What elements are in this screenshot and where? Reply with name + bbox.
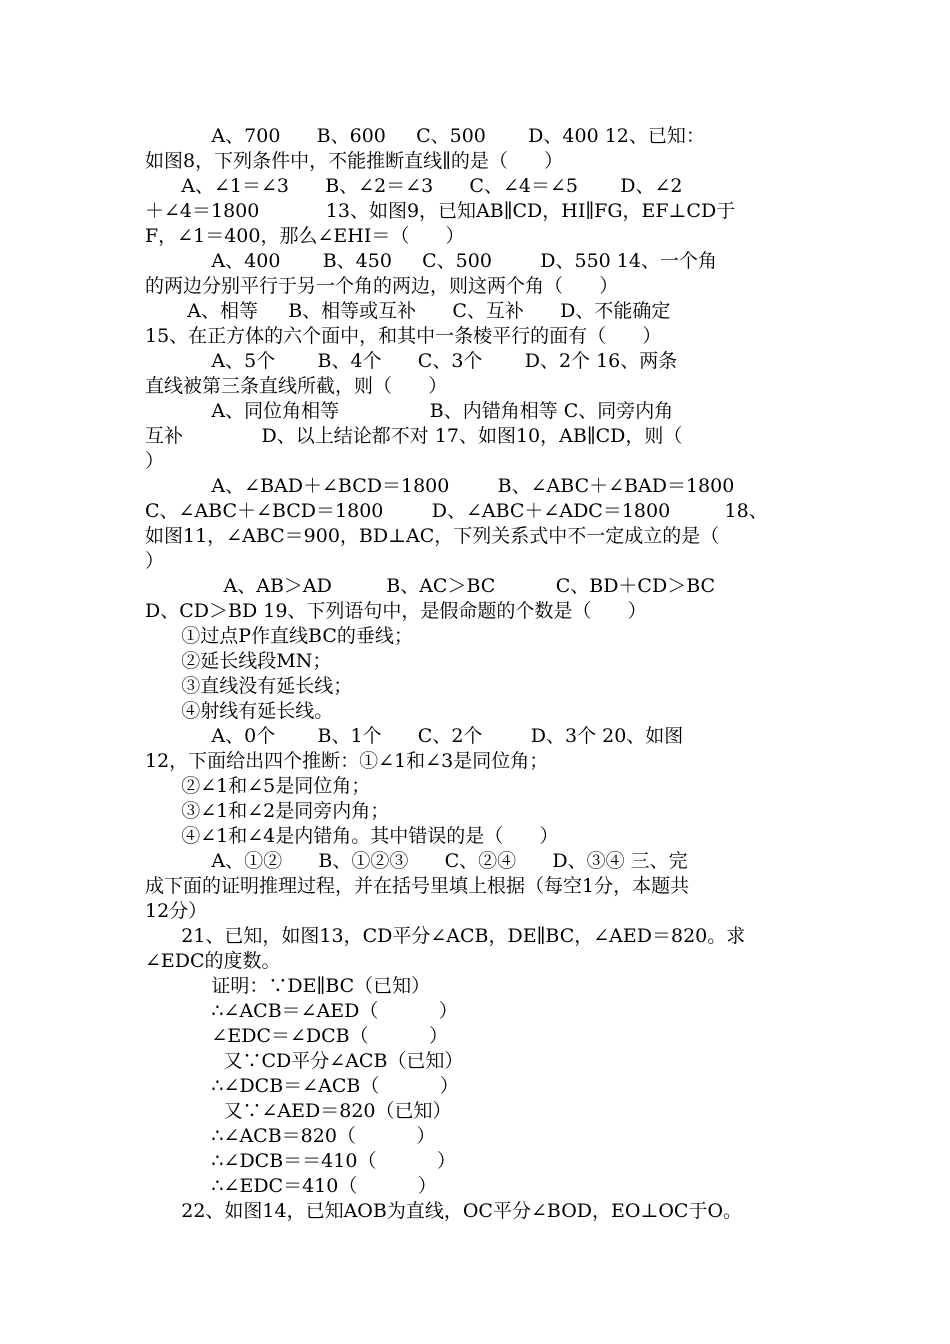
text-line: 15、在正方体的六个面中，和其中一条棱平行的面有（ ）	[145, 325, 662, 347]
text-line: ③直线没有延长线；	[145, 675, 353, 697]
text-line: 22、如图14，已知AOB为直线，OC平分∠BOD，EO⊥OC于O。	[145, 1200, 743, 1222]
text-line: 12，下面给出四个推断：①∠1和∠3是同位角；	[145, 750, 549, 772]
text-line: 的两边分别平行于另一个角的两边，则这两个角（ ）	[145, 275, 619, 297]
text-line: D、CD＞BD 19、下列语句中，是假命题的个数是（ ）	[145, 600, 647, 622]
text-line: A、∠BAD＋∠BCD＝1800 B、∠ABC＋∠BAD＝1800	[145, 475, 735, 497]
text-line: ∴∠DCB＝＝410（ ）	[145, 1150, 456, 1172]
text-line: 直线被第三条直线所截，则（ ）	[145, 375, 448, 397]
text-line: ∠EDC的度数。	[145, 950, 281, 972]
text-line: 互补 D、以上结论都不对 17、如图10，AB∥CD，则（	[145, 425, 683, 447]
text-line: A、400 B、450 C、500 D、550 14、一个角	[145, 250, 717, 272]
text-line: 又∵CD平分∠ACB（已知）	[145, 1050, 464, 1072]
text-line: A、5个 B、4个 C、3个 D、2个 16、两条	[145, 350, 678, 372]
text-line: F，∠1＝400，那么∠EHI＝（ ）	[145, 225, 465, 247]
text-line: 证明：∵DE∥BC（已知）	[145, 975, 431, 997]
text-line: A、0个 B、1个 C、2个 D、3个 20、如图	[145, 725, 684, 747]
text-line: A、700 B、600 C、500 D、400 12、已知：	[145, 125, 705, 147]
text-line: A、相等 B、相等或互补 C、互补 D、不能确定	[145, 300, 671, 322]
text-line: ）	[145, 450, 165, 472]
text-line: A、同位角相等 B、内错角相等 C、同旁内角	[145, 400, 674, 422]
text-line: ③∠1和∠2是同旁内角；	[145, 800, 390, 822]
text-line: ∴∠ACB＝∠AED（ ）	[145, 1000, 458, 1022]
text-line: ④射线有延长线。	[145, 700, 334, 722]
text-line: ④∠1和∠4是内错角。其中错误的是（ ）	[145, 825, 559, 847]
text-line: 12分）	[145, 900, 208, 922]
text-line: ∠EDC＝∠DCB（ ）	[145, 1025, 449, 1047]
text-line: A、∠1＝∠3 B、∠2＝∠3 C、∠4＝∠5 D、∠2	[145, 175, 683, 197]
text-line: ∴∠ACB＝820（ ）	[145, 1125, 436, 1147]
text-line: A、①② B、①②③ C、②④ D、③④ 三、完	[145, 850, 688, 872]
text-line: 成下面的证明推理过程，并在括号里填上根据（每空1分，本题共	[145, 875, 690, 897]
text-line: ②延长线段MN；	[145, 650, 332, 672]
text-line: 如图8，下列条件中，不能推断直线∥的是（ ）	[145, 150, 564, 172]
text-line: 又∵∠AED＝820（已知）	[145, 1100, 452, 1122]
text-line: ①过点P作直线BC的垂线；	[145, 625, 413, 647]
text-line: A、AB＞AD B、AC＞BC C、BD＋CD＞BC	[145, 575, 716, 597]
text-line: ∴∠DCB＝∠ACB（ ）	[145, 1075, 459, 1097]
text-line: ∴∠EDC＝410（ ）	[145, 1175, 437, 1197]
text-line: 如图11，∠ABC＝900，BD⊥AC，下列关系式中不一定成立的是（	[145, 525, 720, 547]
text-line: 21、已知，如图13，CD平分∠ACB，DE∥BC，∠AED＝820。求	[145, 925, 746, 947]
text-line: C、∠ABC＋∠BCD＝1800 D、∠ABC＋∠ADC＝1800 18、	[145, 500, 768, 522]
text-line: ＋∠4＝1800 13、如图9，已知AB∥CD，HI∥FG，EF⊥CD于	[145, 200, 736, 222]
text-line: ）	[145, 550, 165, 572]
text-line: ②∠1和∠5是同位角；	[145, 775, 371, 797]
